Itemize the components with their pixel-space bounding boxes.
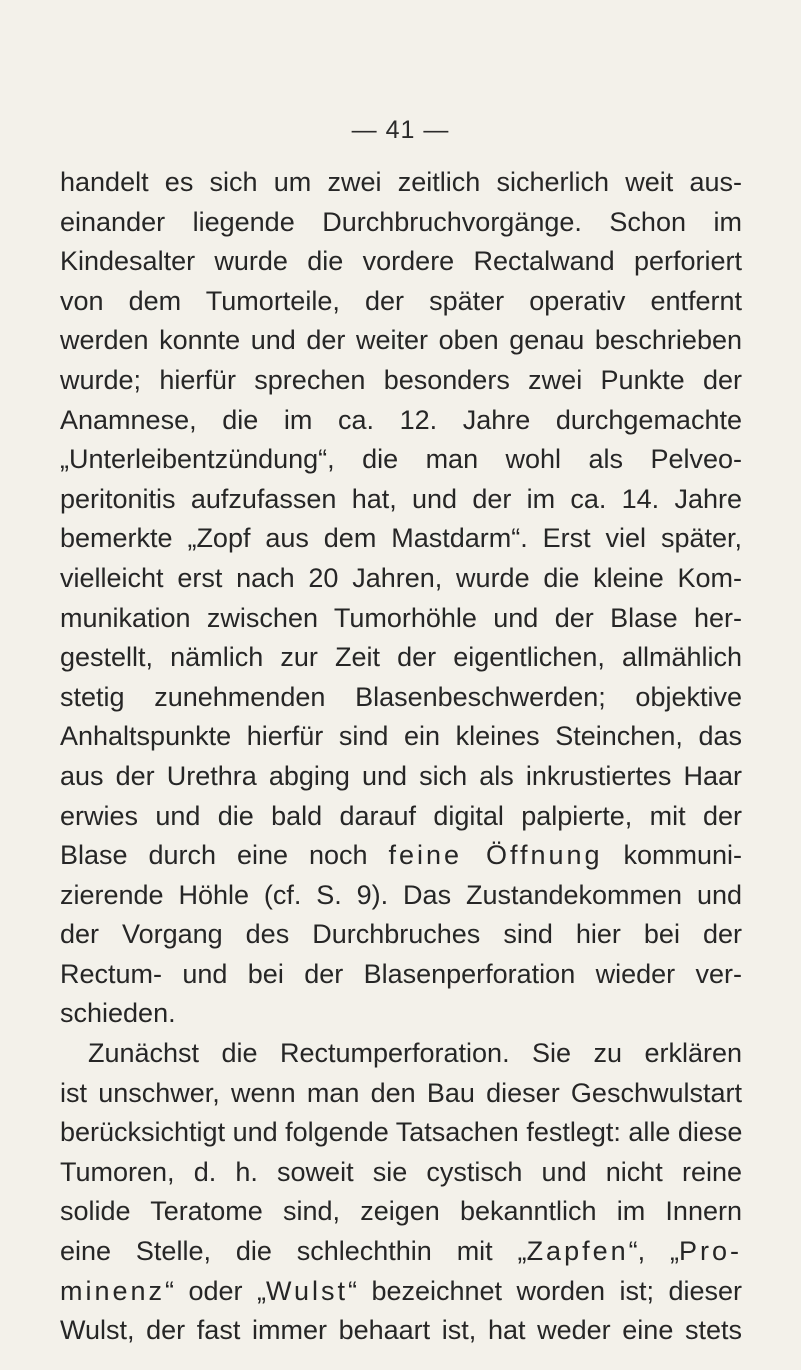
text-line: berücksichtigt und folgende Tatsachen festlegt: alle diese <box>60 1117 743 1148</box>
text-line <box>60 1272 742 1312</box>
text-segment: “, „ <box>628 1236 679 1267</box>
spaced-emphasis: feine Öffnung <box>388 840 603 871</box>
text-line: Kindesalter wurde die vordere Rectalwand perforiert <box>60 246 742 277</box>
page-number: — 41 — <box>351 116 450 144</box>
text-line: schieden. <box>60 998 176 1029</box>
text-line: erwies und die bald darauf digital palpierte, mit der <box>60 800 742 831</box>
text-line: Anhaltspunkte hierfür sind ein kleines Steinchen, das <box>60 721 742 752</box>
text-segment: kommuni- <box>602 840 742 871</box>
text-line: „Unterleibentzündung“, die man wohl als Pelveo- <box>60 444 742 475</box>
text-line: einander liegende Durchbruchvorgänge. Schon im <box>60 206 742 237</box>
text-line: Rectum- und bei der Blasenperforation wieder ver- <box>60 958 742 989</box>
text-line: solide Teratome sind, zeigen bekanntlich im Innern <box>60 1196 742 1227</box>
text-line: zierende Höhle (cf. S. 9). Das Zustandekommen und <box>60 879 742 910</box>
text-line <box>60 836 742 876</box>
text-line: von dem Tumorteile, der später operativ entfernt <box>60 285 742 316</box>
text-line: stetig zunehmenden Blasenbeschwerden; objektive <box>60 681 742 712</box>
spaced-emphasis: Zapfen <box>526 1236 629 1267</box>
text-segment: Blase durch eine noch <box>60 840 389 871</box>
paragraph-1 <box>60 163 742 1034</box>
text-line: aus der Urethra abging und sich als inkrustiertes Haar <box>60 760 742 791</box>
text-segment: “ oder „ <box>165 1275 266 1306</box>
text-line: handelt es sich um zwei zeitlich sicherlich weit aus- <box>60 167 742 197</box>
text-line: munikation zwischen Tumorhöhle und der Blase her- <box>60 602 742 633</box>
text-line: Tumoren, d. h. soweit sie cystisch und nicht reine <box>60 1156 742 1187</box>
text-line: Zunächst die Rectumperforation. Sie zu erklären <box>88 1038 742 1069</box>
text-line: wurde; hierfür sprechen besonders zwei Punkte der <box>60 364 742 395</box>
spaced-emphasis: Pro- <box>678 1236 742 1267</box>
text-segment: eine Stelle, die schlechthin mit „ <box>60 1236 527 1267</box>
body-text <box>60 163 742 1351</box>
text-line: ist unschwer, wenn man den Bau dieser Geschwulstart <box>60 1077 742 1108</box>
text-line: werden konnte und der weiter oben genau beschrieben <box>60 325 742 356</box>
text-line: bemerkte „Zopf aus dem Mastdarm“. Erst viel später, <box>60 523 742 554</box>
spaced-emphasis: Wulst <box>265 1275 348 1306</box>
paragraph-2 <box>60 1034 742 1351</box>
text-line: Wulst, der fast immer behaart ist, hat weder eine stets <box>60 1315 742 1346</box>
text-segment: “ bezeichnet worden ist; dieser <box>348 1275 742 1306</box>
text-line: gestellt, nämlich zur Zeit der eigentlichen, allmählich <box>60 642 742 673</box>
text-line: vielleicht erst nach 20 Jahren, wurde die kleine Kom- <box>60 562 742 593</box>
text-line: peritonitis aufzufassen hat, und der im ca. 14. Jahre <box>60 483 742 514</box>
text-line: Anamnese, die im ca. 12. Jahre durchgemachte <box>60 404 742 435</box>
text-line <box>60 1232 742 1272</box>
text-line: der Vorgang des Durchbruches sind hier bei der <box>60 919 742 950</box>
spaced-emphasis: minenz <box>60 1275 166 1306</box>
